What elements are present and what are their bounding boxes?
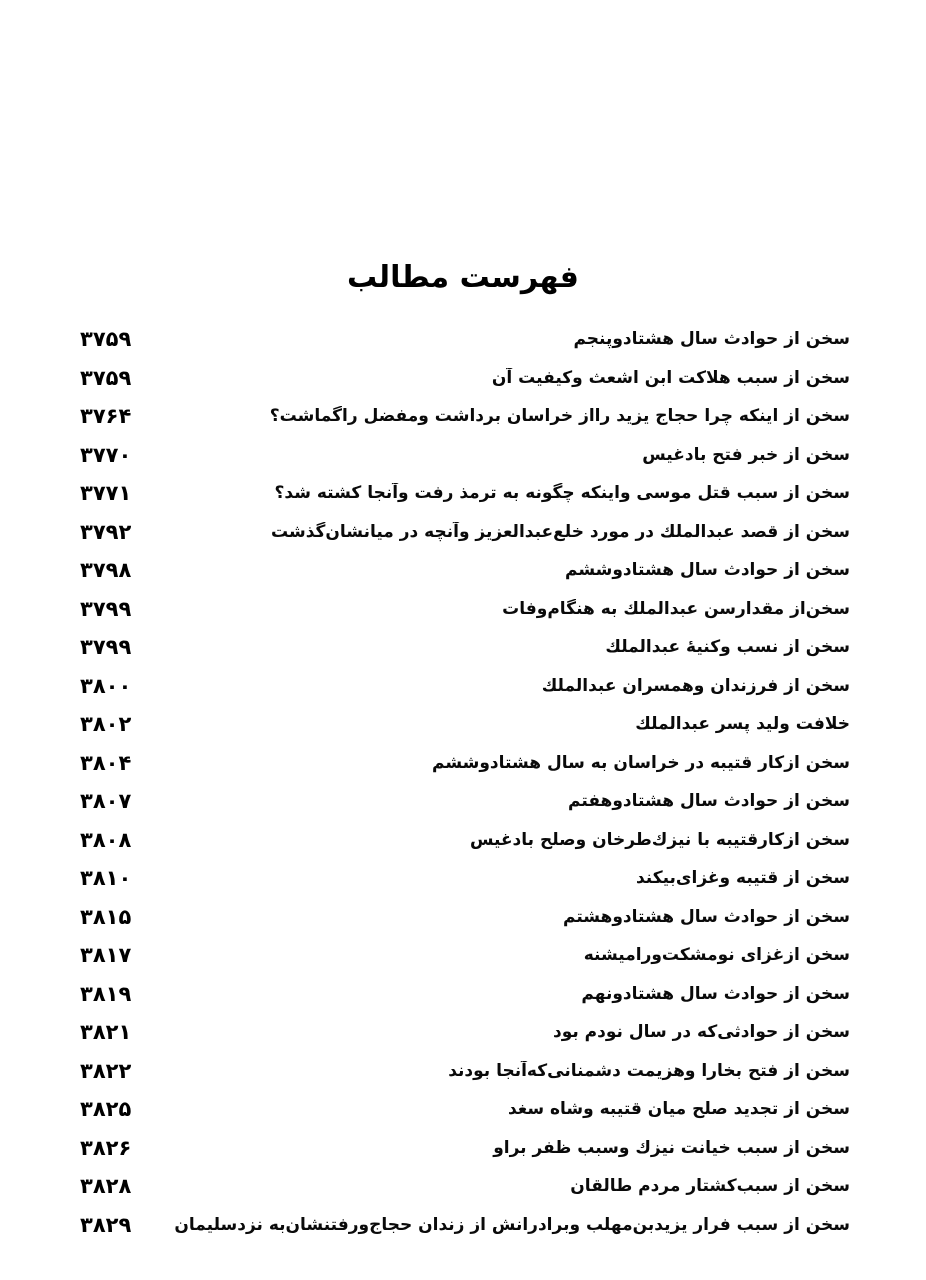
toc-entry-title: سخن از حوادثی‌که در سال نودم بود: [553, 1022, 850, 1043]
toc-page-number: ۳۷۷۱: [80, 481, 132, 506]
toc-entry-title: سخن از تجدید صلح میان قتیبه وشاه سغد: [507, 1099, 850, 1120]
toc-page-number: ۳۸۱۰: [80, 866, 132, 891]
toc-entry-title: سخن از سبب فرار یزیدبن‌مهلب وبرادرانش از زندان حجاج‌ورفتنشان‌به نزدسلیمان: [174, 1214, 850, 1235]
toc-page-number: ۳۷۵۹: [80, 327, 132, 352]
toc-entry: [80, 397, 850, 436]
toc-entry-title: سخن از خبر فتح بادغیس: [642, 444, 850, 465]
toc-entry-title: سخن از حوادث سال هشتادوپنجم: [573, 329, 850, 350]
toc-entry: [80, 705, 850, 744]
toc-page-number: ۳۸۱۷: [80, 943, 132, 968]
toc-page-number: ۳۸۰۰: [80, 673, 132, 698]
toc-page-number: ۳۸۲۹: [80, 1212, 132, 1237]
toc-page-number: ۳۸۲۶: [80, 1135, 132, 1160]
toc-entry-title: سخن از سبب قتل موسی واینکه چگونه به ترمذ رفت وآنجا کشته شد؟: [274, 483, 850, 504]
toc-entry: [80, 667, 850, 706]
toc-entry-title: سخن از سبب هلاکت ابن اشعث وکیفیت آن: [491, 367, 850, 388]
toc-page-number: ۳۸۲۲: [80, 1058, 132, 1083]
toc-entry: [80, 359, 850, 398]
toc-entry-title: سخن از حوادث سال هشتادوهشتم: [562, 906, 850, 927]
toc-entry-title: سخن از حوادث سال هشتادوهفتم: [568, 791, 850, 812]
toc-entry-title: سخن ازکارقتیبه با نیزك‌طرخان وصلح بادغیس: [469, 829, 850, 850]
toc-entry-title: سخن از فتح بخارا وهزیمت دشمنانی‌که‌آنجا بودند: [448, 1060, 850, 1081]
toc-entry: [80, 436, 850, 475]
toc-page-number: ۳۸۰۸: [80, 827, 132, 852]
toc-entry: [80, 975, 850, 1014]
toc-entry-title: سخن از سبب خیانت نیزك وسبب ظفر براو: [493, 1137, 850, 1158]
toc-page-number: ۳۸۱۹: [80, 981, 132, 1006]
toc-page-number: ۳۸۲۵: [80, 1097, 132, 1122]
toc-entry-title: سخن از فرزندان وهمسران عبدالملك: [541, 675, 850, 696]
toc-page-number: ۳۷۶۴: [80, 404, 132, 429]
toc-entry: [80, 1013, 850, 1052]
toc-entry: [80, 513, 850, 552]
toc-entry: [80, 320, 850, 359]
toc-entry: [80, 590, 850, 629]
toc-entry-title: خلافت ولید پسر عبدالملك: [635, 714, 850, 735]
toc-entry-title: سخن از حوادث سال هشتادونهم: [581, 983, 850, 1004]
toc-page-number: ۳۸۱۵: [80, 904, 132, 929]
toc-entry: [80, 898, 850, 937]
toc-page-number: ۳۷۵۹: [80, 365, 132, 390]
toc-entry-title: سخن از نسب وکنیهٔ عبدالملك: [605, 637, 850, 658]
toc-entry: [80, 1052, 850, 1091]
toc-page-number: ۳۷۹۸: [80, 558, 132, 583]
toc-entry: [80, 1167, 850, 1206]
page-title: فهرست مطالب: [347, 260, 579, 295]
toc-entry: [80, 1090, 850, 1129]
toc-page-number: ۳۸۲۱: [80, 1020, 132, 1045]
toc-entry: [80, 551, 850, 590]
toc-entry-title: سخن از سبب‌کشتار مردم طالقان: [570, 1176, 850, 1197]
toc-page-number: ۳۸۲۸: [80, 1174, 132, 1199]
toc-page-number: ۳۷۹۲: [80, 519, 132, 544]
toc-entry-title: سخن‌از مقدارسن عبدالملك به هنگام‌وفات: [502, 598, 850, 619]
toc-entry-title: سخن ازغزای نومشکت‌ورامیشنه: [583, 945, 850, 966]
toc-entry: [80, 936, 850, 975]
toc-entry: [80, 474, 850, 513]
toc-entry: [80, 821, 850, 860]
toc-page-number: ۳۷۷۰: [80, 442, 132, 467]
toc-entry-title: سخن از اینکه چرا حجاج یزید رااز خراسان برداشت ومفضل راگماشت؟: [269, 406, 850, 427]
toc-page-number: ۳۷۹۹: [80, 635, 132, 660]
toc-entry-title: سخن از قتیبه وغزای‌بیکند: [635, 868, 850, 889]
toc-entry: [80, 628, 850, 667]
toc-entry: [80, 1129, 850, 1168]
toc-page-number: ۳۸۰۴: [80, 750, 132, 775]
toc-entry: [80, 1206, 850, 1245]
toc-entry-title: سخن ازکار قتیبه در خراسان به سال هشتادوششم: [432, 752, 850, 773]
toc-page-number: ۳۸۰۷: [80, 789, 132, 814]
toc-page-number: ۳۸۰۲: [80, 712, 132, 737]
table-of-contents: [80, 320, 850, 1244]
toc-page-number: ۳۷۹۹: [80, 596, 132, 621]
toc-entry: [80, 859, 850, 898]
toc-entry: [80, 744, 850, 783]
toc-entry: [80, 782, 850, 821]
toc-entry-title: سخن از قصد عبدالملك در مورد خلع‌عبدالعزیز وآنچه در میانشان‌گذشت: [270, 521, 850, 542]
toc-entry-title: سخن از حوادث سال هشتادوششم: [565, 560, 850, 581]
